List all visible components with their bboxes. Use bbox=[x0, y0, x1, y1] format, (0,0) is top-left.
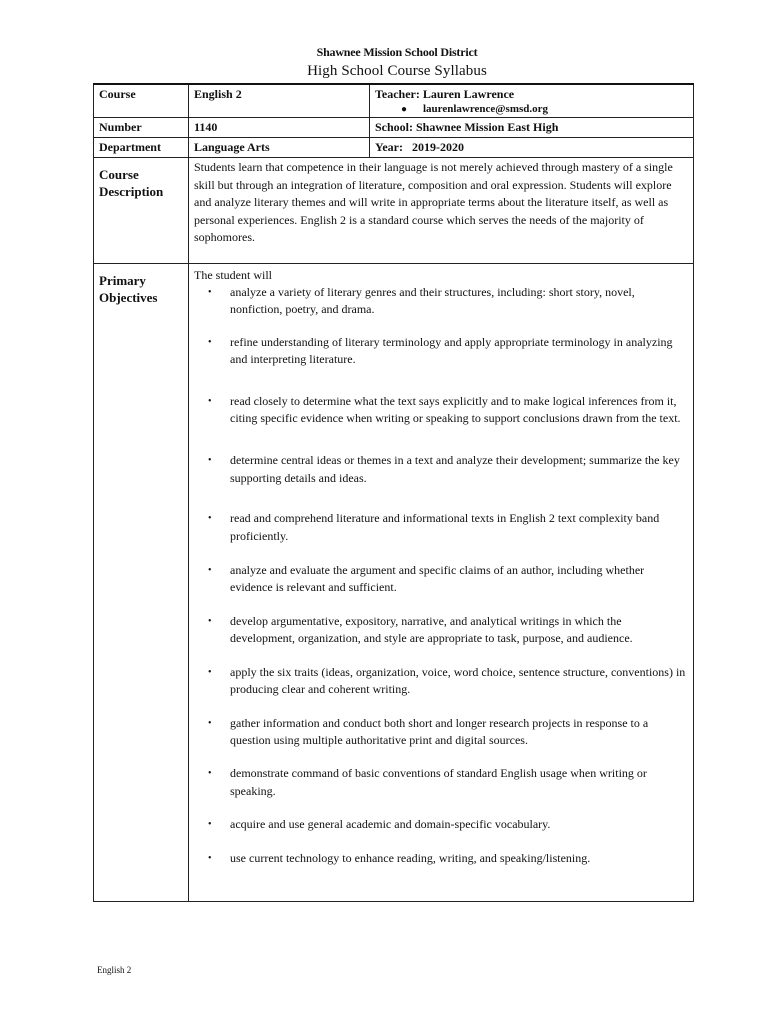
objective-item bbox=[194, 452, 688, 487]
bullet-icon: • bbox=[208, 455, 212, 467]
number-row bbox=[94, 118, 694, 138]
bullet-icon: • bbox=[208, 819, 212, 831]
number-label: Number bbox=[94, 118, 189, 138]
course-value: English 2 bbox=[189, 84, 370, 118]
objective-item bbox=[194, 393, 688, 428]
objective-item bbox=[194, 510, 688, 545]
teacher-cell bbox=[370, 84, 694, 118]
document-title: High School Course Syllabus bbox=[307, 63, 487, 79]
bullet-icon: • bbox=[208, 513, 212, 525]
objectives-list bbox=[194, 284, 688, 867]
teacher-name: Teacher: Lauren Lawrence bbox=[375, 87, 515, 101]
bullet-icon: • bbox=[208, 852, 212, 864]
objective-text: gather information and conduct both short and longer research projects in response to a question using multiple authoritative print and digital sources. bbox=[230, 715, 649, 747]
objective-item bbox=[194, 850, 688, 867]
objective-text: read and comprehend literature and informational texts in English 2 text complexity band proficiently. bbox=[230, 511, 660, 543]
school-name: School: Shawnee Mission East High bbox=[370, 118, 694, 138]
course-label: Course bbox=[94, 84, 189, 118]
objectives-row bbox=[94, 264, 694, 902]
school-year: Year: 2019-2020 bbox=[370, 138, 694, 158]
bullet-icon: • bbox=[208, 717, 212, 729]
district-name: Shawnee Mission School District bbox=[316, 45, 478, 59]
objective-item bbox=[194, 664, 688, 699]
objective-item bbox=[194, 562, 688, 597]
bullet-icon: ● bbox=[401, 104, 408, 115]
page-footer: English 2 bbox=[97, 965, 132, 975]
objective-text: analyze a variety of literary genres and their structures, including: short story, novel, nonfiction, poetry, and drama. bbox=[230, 285, 635, 317]
objective-item bbox=[194, 334, 688, 369]
department-value: Language Arts bbox=[189, 138, 370, 158]
objectives-cell bbox=[189, 264, 694, 902]
objective-text: acquire and use general academic and domain-specific vocabulary. bbox=[230, 817, 551, 832]
objective-item bbox=[194, 715, 688, 750]
objective-text: use current technology to enhance reading, writing, and speaking/listening. bbox=[230, 850, 591, 865]
objective-item bbox=[194, 284, 688, 319]
description-label bbox=[94, 158, 189, 264]
objective-item bbox=[194, 613, 688, 648]
objectives-label-line-2: Objectives bbox=[99, 290, 158, 305]
course-description: Students learn that competence in their language is not merely achieved through mastery of a single skill but through an integration of literature, composition and oral expression. Students will explore and analyze literary themes and will write in appropriate terms about the literature itself, as well as personal experiences. English 2 is a standard course which serves the needs of the majority of sophomores. bbox=[189, 158, 694, 264]
bullet-icon: • bbox=[208, 666, 212, 678]
bullet-icon: • bbox=[208, 615, 212, 627]
objective-item bbox=[194, 765, 688, 800]
course-row bbox=[94, 84, 694, 118]
objective-item bbox=[194, 816, 688, 833]
description-row bbox=[94, 158, 694, 264]
objective-text: determine central ideas or themes in a text and analyze their development; summarize the key supporting details and ideas. bbox=[230, 453, 680, 485]
bullet-icon: • bbox=[208, 336, 212, 348]
syllabus-table bbox=[93, 83, 694, 902]
number-value: 1140 bbox=[189, 118, 370, 138]
objective-text: read closely to determine what the text says explicitly and to make logical inferences from it, citing specific evidence when writing or speaking to support conclusions drawn from the text. bbox=[230, 393, 681, 426]
bullet-icon: • bbox=[208, 768, 212, 780]
bullet-icon: • bbox=[208, 287, 212, 298]
bullet-icon: • bbox=[208, 395, 212, 407]
objective-text: demonstrate command of basic conventions of standard English usage when writing or speaking. bbox=[230, 766, 647, 798]
description-label-line-2: Description bbox=[99, 184, 164, 199]
teacher-email-item bbox=[375, 103, 688, 116]
department-label: Department bbox=[94, 138, 189, 158]
objective-text: refine understanding of literary terminology and apply appropriate terminology in analyzing and interpreting literature. bbox=[230, 334, 673, 367]
objective-text: apply the six traits (ideas, organization, voice, word choice, sentence structure, conventions) in producing clear and coherent writing. bbox=[230, 664, 686, 697]
department-row bbox=[94, 138, 694, 158]
teacher-email: laurenlawrence@smsd.org bbox=[423, 103, 549, 115]
objectives-intro: The student will bbox=[194, 268, 272, 282]
objective-text: develop argumentative, expository, narrative, and analytical writings in which the development, organization, and style are appropriate to task, purpose, and audience. bbox=[230, 613, 633, 646]
bullet-icon: • bbox=[208, 565, 212, 577]
description-label-line-1: Course bbox=[99, 167, 139, 182]
objective-text: analyze and evaluate the argument and specific claims of an author, including whether evidence is relevant and sufficient. bbox=[230, 563, 645, 595]
objectives-label bbox=[94, 264, 189, 902]
objectives-label-line-1: Primary bbox=[99, 273, 146, 288]
